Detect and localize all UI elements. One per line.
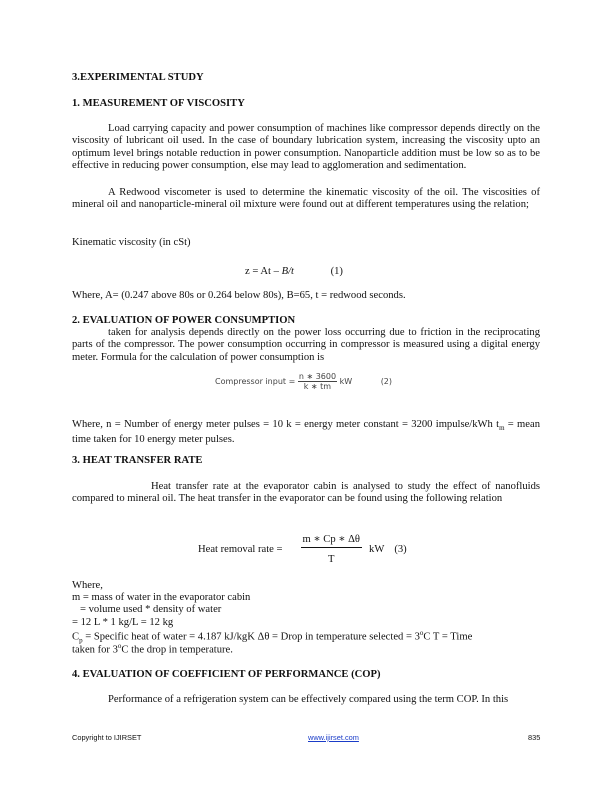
equation-3-lhs: Heat removal rate = bbox=[198, 543, 283, 555]
paragraph-power-consumption: taken for analysis depends directly on the power loss occurring due to friction in the reciprocating parts of the compressor. The power consumption occurring in compressor is measured using a digital energy meter. Formula for the calculation of power consumption is bbox=[72, 327, 540, 363]
paragraph-cop: Performance of a refrigeration system can be effectively compared using the term COP. In this bbox=[108, 694, 509, 705]
where-power-consumption: Where, n = Number of energy meter pulses = 10 k = energy meter constant = 3200 impulse/kWh $t_m$ = mean time taken for 10 energy meter pulses. bbox=[72, 419, 540, 446]
where-viscosity: Where, A= (0.247 above 80s or 0.264 below 80s), B=65, t = redwood seconds. bbox=[72, 290, 406, 301]
equation-2-numerator: n ∗ 3600 bbox=[298, 372, 337, 381]
equation-2-fraction bbox=[298, 372, 337, 391]
equation-3-denominator: T bbox=[328, 554, 335, 565]
equation-1-number: (1) bbox=[330, 266, 343, 277]
equation-3-number: (3) bbox=[394, 543, 407, 555]
paragraph-viscosity-1: Load carrying capacity and power consumption of machines like compressor depends directly on the viscosity of lubricant oil used. In the case of boundary lubrication system, increasing the viscosity upto an optimum level brings notable reduction in power consumption. Nanoparticle addition must be low so as to be effective in reducing power consumption, else may lead to agglomeration and sedimentation. bbox=[72, 123, 540, 171]
where-line-1: m = mass of water in the evaporator cabin bbox=[72, 592, 251, 603]
last-where-line: taken for 3$^o$C the drop in temperature. bbox=[72, 642, 233, 656]
paragraph-heat-transfer: Heat transfer rate at the evaporator cabin is analysed to study the effect of nanofluids compared to mineral oil. The heat transfer in the evaporator can be found using the following relation bbox=[72, 481, 540, 505]
paragraph-viscosity-2: A Redwood viscometer is used to determine the kinematic viscosity of the oil. The viscosities of mineral oil and nanoparticle-mineral oil mixture were found out at different temperatures using the relation; bbox=[72, 187, 540, 211]
equation-2-number: (2) bbox=[380, 377, 393, 386]
heading-power-consumption: 2. EVALUATION OF POWER CONSUMPTION bbox=[72, 315, 296, 326]
equation-1-rhs: B/t bbox=[281, 266, 294, 277]
equation-1-lhs: z = At – bbox=[245, 266, 279, 277]
equation-3-numerator: m ∗ Cp ∗ Δθ bbox=[301, 533, 363, 548]
section-title: 3.EXPERIMENTAL STUDY bbox=[72, 72, 204, 83]
heading-cop: 4. EVALUATION OF COEFFICIENT OF PERFORMANCE (COP) bbox=[72, 669, 381, 680]
heading-heat-transfer: 3. HEAT TRANSFER RATE bbox=[72, 455, 203, 466]
where-line-2: = volume used * density of water bbox=[80, 604, 222, 615]
equation-3-fraction bbox=[301, 533, 363, 565]
kinematic-viscosity-label: Kinematic viscosity (in cSt) bbox=[72, 237, 191, 248]
equation-3-unit: kW bbox=[369, 543, 385, 555]
heading-viscosity: 1. MEASUREMENT OF VISCOSITY bbox=[72, 98, 245, 109]
footer-website-link[interactable]: www.ijirset.com bbox=[308, 733, 359, 742]
footer-copyright: Copyright to IJIRSET bbox=[72, 733, 142, 742]
where-line-0: Where, bbox=[72, 580, 103, 591]
cp-line: $C_p$ = Specific heat of water = 4.187 kJ/kgK Δθ = Drop in temperature selected = $3^oC$ T = Time bbox=[72, 629, 473, 645]
equation-2-unit: kW bbox=[339, 377, 353, 386]
equation-1 bbox=[245, 266, 343, 277]
equation-2-denominator: k ∗ tm bbox=[303, 382, 332, 391]
where-line-3: = 12 L * 1 kg/L = 12 kg bbox=[72, 617, 174, 628]
equation-2-lhs: Compressor input = bbox=[215, 377, 296, 386]
equation-2 bbox=[215, 372, 392, 391]
equation-3 bbox=[198, 533, 407, 565]
footer-page-number: 835 bbox=[528, 733, 541, 742]
